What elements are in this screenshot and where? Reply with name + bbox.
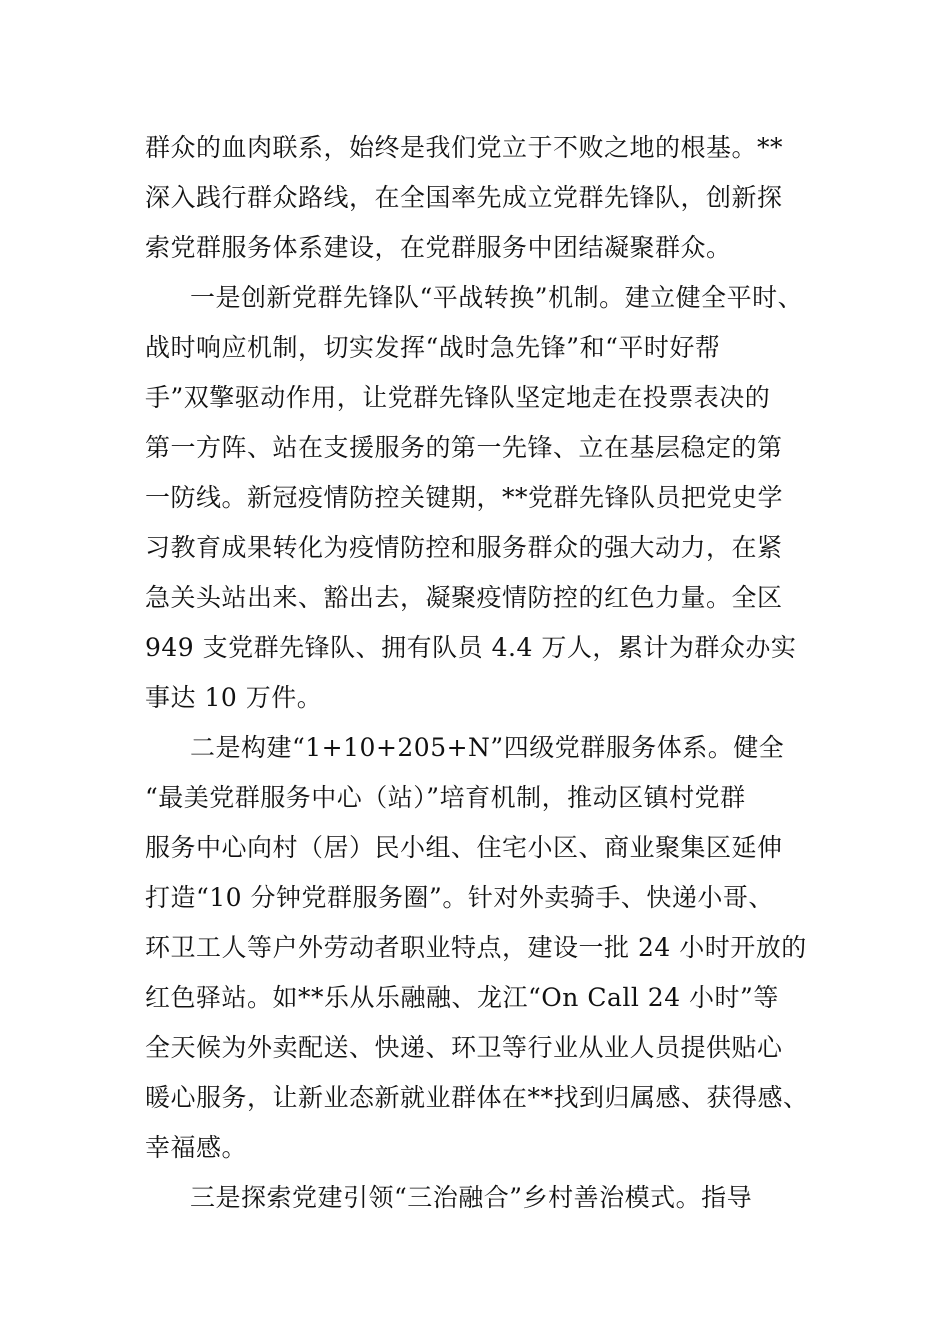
paragraph-line: 战时响应机制，切实发挥“战时急先锋”和“平时好帮	[145, 333, 721, 362]
paragraph-line: 手”双擎驱动作用，让党群先锋队坚定地走在投票表决的	[145, 383, 771, 412]
paragraph-line: 第一方阵、站在支援服务的第一先锋、立在基层稳定的第	[145, 433, 783, 462]
paragraph-line: 暖心服务，让新业态新就业群体在**找到归属感、获得感、	[145, 1083, 809, 1112]
paragraph-line: 三是探索党建引领“三治融合”乡村善治模式。指导	[190, 1183, 753, 1212]
paragraph-line: 环卫工人等户外劳动者职业特点，建设一批 24 小时开放的	[145, 933, 807, 962]
paragraph-line: 急关头站出来、豁出去，凝聚疫情防控的红色力量。全区	[145, 583, 783, 612]
paragraph-line: 幸福感。	[145, 1133, 248, 1162]
paragraph-line: 打造“10 分钟党群服务圈”。针对外卖骑手、快递小哥、	[145, 883, 774, 912]
paragraph-line: 深入践行群众路线，在全国率先成立党群先锋队，创新探	[145, 183, 783, 212]
paragraph-line: 一防线。新冠疫情防控关键期，**党群先锋队员把党史学	[145, 483, 784, 512]
paragraph-line: 二是构建“1+10+205+N”四级党群服务体系。健全	[190, 733, 785, 762]
paragraph-line: 服务中心向村（居）民小组、住宅小区、商业聚集区延伸	[145, 833, 783, 862]
paragraph-line: 一是创新党群先锋队“平战转换”机制。建立健全平时、	[190, 283, 804, 312]
paragraph-line: “最美党群服务中心（站）”培育机制，推动区镇村党群	[145, 783, 746, 812]
paragraph-line: 949 支党群先锋队、拥有队员 4.4 万人，累计为群众办实	[145, 633, 797, 662]
paragraph-line: 习教育成果转化为疫情防控和服务群众的强大动力，在紧	[145, 533, 783, 562]
paragraph-line: 全天候为外卖配送、快递、环卫等行业从业人员提供贴心	[145, 1033, 783, 1062]
paragraph-line: 事达 10 万件。	[145, 683, 323, 712]
paragraph-line: 红色驿站。如**乐从乐融融、龙江“On Call 24 小时”等	[145, 983, 779, 1012]
paragraph-line: 群众的血肉联系，始终是我们党立于不败之地的根基。**	[145, 133, 784, 162]
paragraph-line: 索党群服务体系建设，在党群服务中团结凝聚群众。	[145, 233, 732, 262]
